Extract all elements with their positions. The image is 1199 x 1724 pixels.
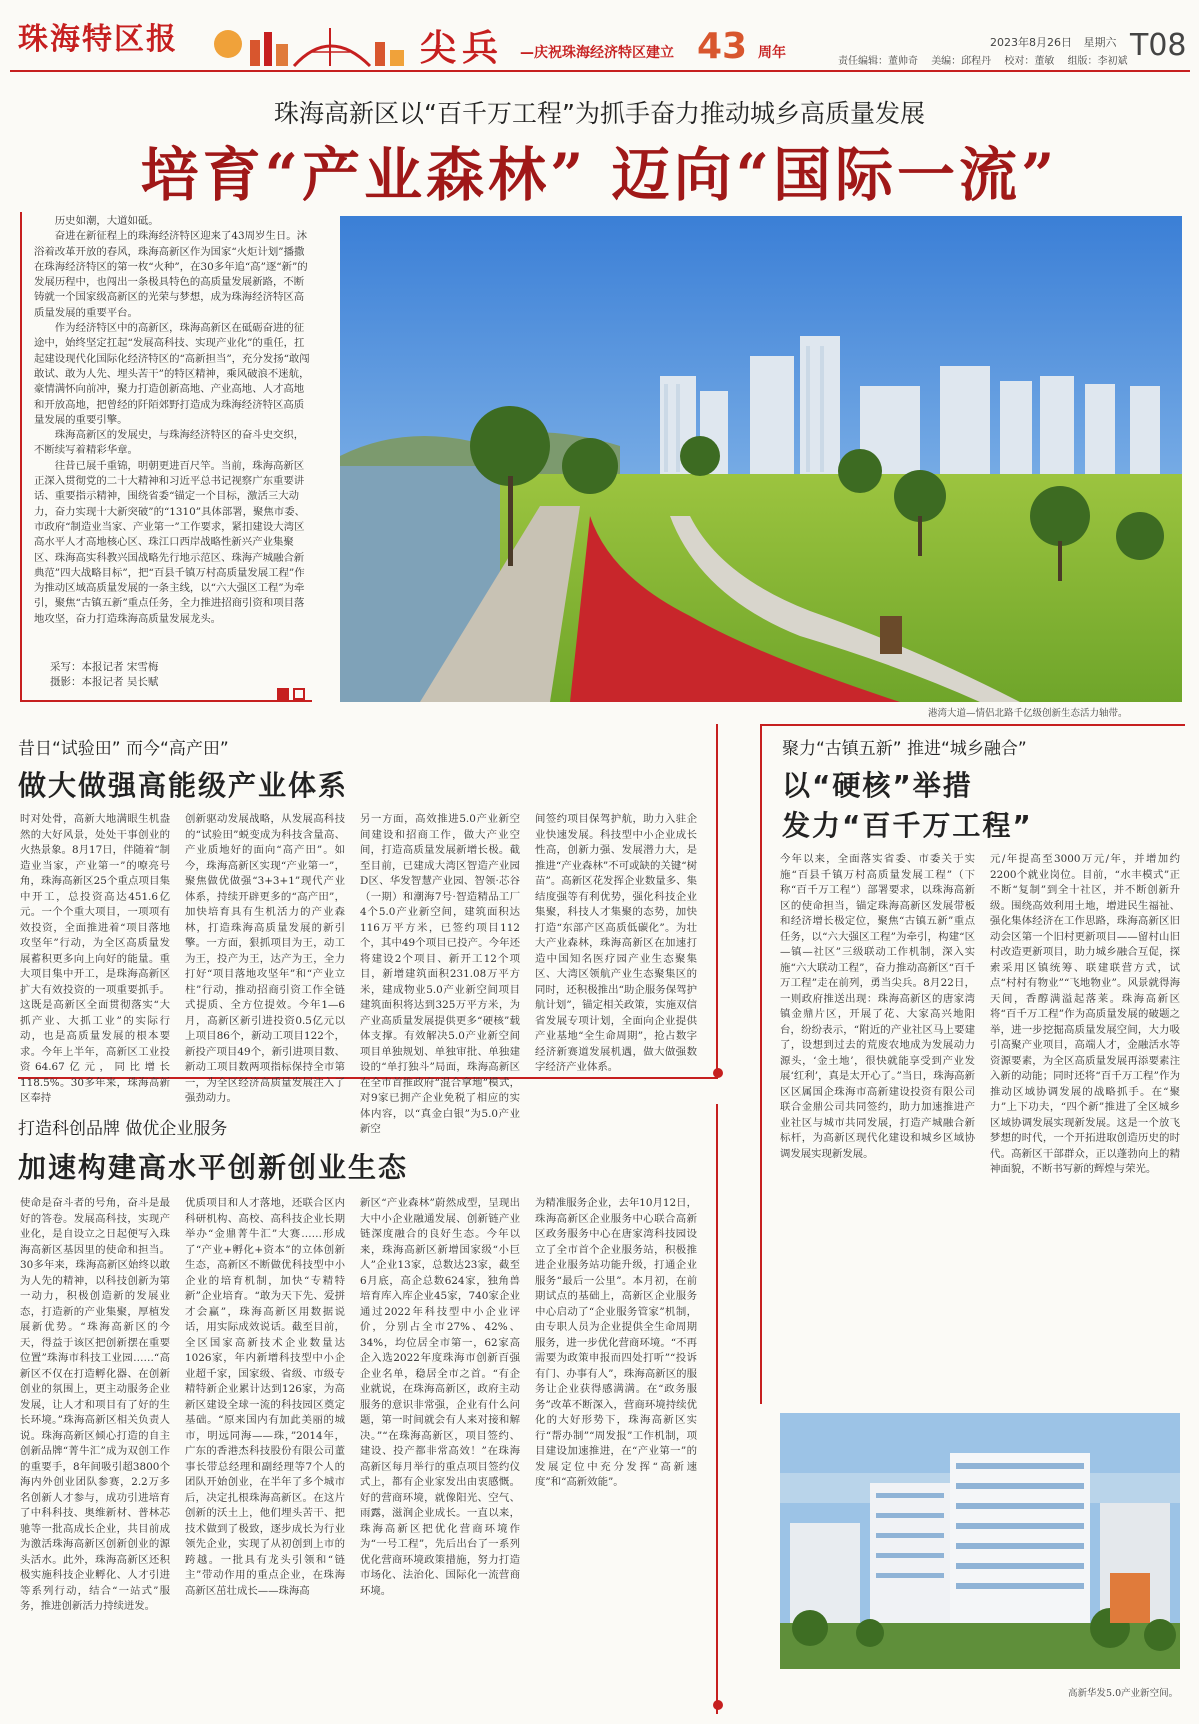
byline-writer: 采写：本报记者 宋雪梅: [50, 661, 159, 673]
section2-column: 新区“产业森林”蔚然成型，呈现出大中小企业融通发展、创新链产业链深度融合的良好生态。今年以来，珠海高新区新增国家级“小巨人”企业13家，总数达23家，截至6月底，高企总数624家，独角兽培育库入库企业45家，740家企业通过2022年科技型中小企业评价，分别占全市27%、42%、34%，均位居全市第一，62家高企入选2022年度珠海市创新百强企业名单，稳居全市之首。“有企业就说，在珠海高新区，政府主动服务的意识非常强，企业有什么问题，第一时间就会有人来对接和解决。”“在珠海高新区，项目签约、建设、投产都非常高效！”在珠海高新区每月举行的重点项目签约仪式上，都有企业家发出由衷感慨。好的营商环境，就像阳光、空气、雨露，滋润企业成长。一直以来，珠海高新区把优化营商环境作为“一号工程”，先后出台了一系列优化营商环境政策措施，努力打造市场化、法治化、国际化一流营商环境。: [360, 1197, 520, 1597]
city-skyline-icon: [210, 22, 410, 66]
park-boulevard-image: [340, 216, 1182, 702]
section-right-title-line2: 发力“百千万工程”: [782, 809, 1033, 842]
section2-column: 使命是奋斗者的号角，奋斗是最好的答卷。发展高科技，实现产业化，是自设立之日起便写入珠海高新区基因里的使命和担当。30多年来，珠海高新区始终以敢为人先的精神，以科技创新为第一动力，积极创造新的发展业态，打造新的产业集聚，厚植发展新优势。“珠海高新区的今天，得益于该区把创新摆在重要位置”珠海市科技工业园……“高新区不仅在打造孵化器、在创新创业的氛围上，更主动服务企业发展，让人才和项目有了好的生长环境。”珠海高新区相关负责人说。珠海高新区倾心打造的自主创新品牌“菁牛汇”成为双创工作的重要手，8年间吸引超3800个海内外创业团队参赛，2.2万多名创新人才参与，成功引进培育了中科科技、奥维新材、普林芯驰等一批高成长企业，共目前成为激活珠海高新区创新创业的源头活水。此外，珠海高新区还积极实施科技企业孵化、人才引进等系列行动，结合“一站式”服务，推进创新活力持续迸发。: [20, 1197, 170, 1612]
anniversary-unit: 周年: [758, 45, 786, 61]
newspaper-logo: 珠海特区报: [18, 22, 178, 57]
main-photo-caption: 港湾大道—情侣北路千亿级创新生态活力轴带。: [928, 708, 1128, 719]
anniversary-number: 43: [697, 26, 748, 67]
special-title: 尖兵: [420, 27, 505, 69]
byline-photo: 摄影：本报记者 吴长赋: [50, 676, 159, 688]
masthead: [0, 0, 1199, 72]
section2-kicker: 打造科创品牌 做优企业服务: [18, 1119, 228, 1139]
issue-date: [990, 34, 1117, 50]
section-end-dot: [713, 1068, 723, 1078]
credit-art: 美编：邱程丹: [931, 56, 992, 67]
intro-paragraph: 珠海高新区的发展史，与珠海经济特区的奋斗史交织，不断续写着精彩华章。: [34, 429, 305, 457]
section1-column: 创新驱动发展战略，从发展高科技的“试验田”蜕变成为科技含量高、产业质地好的面向“高产田”。如今，珠海高新区实现“产业第一”，聚焦做优做强“3+3+1”现代产业体系，持续开辟更多的“高产田”，加快培育具有生机活力的产业森林，打造珠海高质量发展的新引擎。一方面，狠抓项目为王，动工为王，投产为王，达产为王，全力打好“项目落地攻坚年”和“产业立柱”行动，推动招商引资工作全链式提质、全方位提效。今年1—6月，高新区新引进投资0.5亿元以上项目86个，新动工项目122个，新投产项目49个，新引进项目数、新动工项目数两项指标保持全市第一，为全区经济高质量发展注入了强劲动力。: [185, 813, 345, 1104]
headline-kicker: 珠海高新区以“百千万工程”为抓手奋力推动城乡高质量发展: [274, 99, 925, 128]
section2-column: 为精准服务企业，去年10月12日，珠海高新区企业服务中心联合高新区政务服务中心在唐家湾科技园设立了全市首个企业服务站，积极推进企业服务站功能升级，打通企业服务“最后一公里”。本月初，在前期试点的基础上，高新区企业服务中心启动了“企业服务管家”机制，由专职人员为企业提供全生命周期服务，进一步优化营商环境。“不再需要为政策申报而四处打听”“投诉有门、办事有人”，珠海高新区的服务让企业获得感满满。在“政务服务”改革不断深入，营商环境持续优化的大好形势下，珠海高新区实行“帮办制”“周发报”工作机制，项目建设加速推进，在“产业第一”的发展定位中充分发挥“高新速度”和“高新效能”。: [535, 1197, 697, 1488]
intro-text: [20, 212, 312, 642]
page-code: T08: [1130, 28, 1187, 63]
industrial-building-image: [780, 1413, 1180, 1669]
page-headline: 培育“产业森林” 迈向“国际一流”: [140, 141, 1059, 209]
section-end-dot: [713, 1700, 723, 1710]
date: 2023年8月26日: [990, 36, 1072, 49]
byline: [50, 660, 158, 690]
corner-ornament: [277, 688, 289, 700]
main-photo: [340, 216, 1182, 702]
intro-block: [20, 212, 312, 702]
section-right-column: 元/年提高至3000万元/年，并增加约2200个就业岗位。目前，“水丰模式”正不断“复制”到全十社区，并不断创新升级。围绕高效利用土地，增进民生福祉、强化集体经济在工作思路，珠海高新区旧动会区第一个旧村更新项目——留村山旧村改造更新项目，助力城乡融合互促，探索采用区镇统筹、联建联营方式，试点“村村有物业”“飞地物业”。风景就得海天间，香醇满溢起落莱。珠海高新区将“百千万工程”作为高质量发展的破题之举，进一步挖掘高质量发展空间，大力吸引高聚产业项目，高端人才，金融活水等资源要素，为全区高质量发展再添要素注入新的动能；同时还将“百千万工程”作为推动区域协调发展的战略抓手。在“聚力”上下功夫，“四个新”推进了全区城乡区域协调发展实现新发展。这是一个放飞梦想的时代，一个开拓进取创造历史的时代。高新区干部群众，正以蓬勃向上的精神面貌，不断书写新的辉煌与荣光。: [990, 853, 1180, 1175]
section1-column: 间签约项目保驾护航，助力入驻企业快速发展。科技型中小企业成长性高，创新力强、发展潜力大，是推进“产业森林”不可或缺的关键“树苗”。高新区花发挥企业数量多、集结度强等有利优势，强化科技企业集聚，科技人才集聚的态势，加快打造“东部产区高质低碳化”。为壮大产业森林，珠海高新区在加速打造中国知名医疗园产业生态聚集区、大湾区领航产业生态聚集区的同时，还积极推出“助企服务保驾护航计划”，锚定相关政策，实施双信省发展专项计划，全面向企业提供产业基地“全生命周期”，抢占数字经济新赛道发展机遇，做大做强数字经济产业体系。: [535, 813, 697, 1073]
industrial-park-photo: [780, 1413, 1180, 1669]
section1-kicker: 昔日“试验田” 而今“高产田”: [18, 739, 229, 759]
weekday: 星期六: [1083, 36, 1117, 49]
section1-column: 时对处骨，高新大地满眼生机盎然的大好风景，处处干事创业的火热景象。8月17日，伴随着“制造业当家，产业第一”的嘹亮号角，珠海高新区25个重点项目集中开工，总投资高达451.6亿元。一个个重大项目，一项项有效投资，全面推进着“项目落地攻坚年”行动，为全区高质量发展蓄积更多向上向好的能量。重大项目集中开工，是珠海高新区扩大有效投资的一项重要抓手。这既是高新区全面贯彻落实“大抓产业、大抓工业”的实际行动，也是高质量发展的根本要求。今年上半年，高新区工业投资64.67亿元，同比增长118.5%。30多年来，珠海高新区奉持: [20, 813, 170, 1104]
intro-paragraph: 往昔已展千重锦，明朝更进百尺竿。当前，珠海高新区正深入贯彻党的二十大精神和习近平总书记视察广东重要讲话、重要指示精神，围绕省委“锚定一个目标，激活三大动力，奋力实现十大新突破”的“1310”具体部署，聚焦市委、市政府“制造业当家、产业第一”工作要求，紧扣建设大湾区高水平人才高地核心区、珠江口西岸战略性新兴产业集聚区、珠海高实科教兴国战略先行地示范区、珠海产城融合新典范”四大战略目标”，把“百县千镇万村高质量发展工程”作为推动区域高质量发展的一条主线，以“六大强区工程”为牵引，聚焦“古镇五新”重点任务，全力推进招商引资和项目落地攻坚，奋力打造珠海高质量发展龙头。: [34, 459, 305, 625]
section1-column: 另一方面，高效推进5.0产业新空间建设和招商工作，做大产业空间，打造高质量发展新增长极。截至目前，已建成大湾区智造产业园D区、华发智慧产业园、智领·芯谷（一期）和潮海7号·智造精品工厂4个5.0产业新空间，建筑面积达116万平方米，已签约项目112个，其中49个项目已投产。今年还将建设2个项目、新开工12个项目，新增建筑面积231.08万平方米，建成物业5.0产业新空间项目建筑面积将达到325万平方米，为产业高质量发展提供更多“硬核”载体支撑。有效解决5.0产业新空间项目单独规划、单独审批、单独建设的“单打独斗”局面，珠海高新区在全市首推政府“混合拿地”模式，对9家已拥产企业免税了相应的实体内容，以“真金白银”为5.0产业新空: [360, 813, 520, 1135]
credit-layout: 组版：李初斌: [1067, 56, 1128, 67]
header-rule: [10, 70, 1190, 72]
section1-title: 做大做强高能级产业体系: [18, 769, 349, 802]
credit-proof: 校对：董敏: [1004, 56, 1055, 67]
small-photo-caption: 高新华发5.0产业新空间。: [1068, 1688, 1179, 1699]
section2-column: 优质项目和人才落地，还联合区内科研机构、高校、高科技企业长期举办“金鼎菁牛汇”大赛……形成了“产业+孵化+资本”的立体创新生态，高新区不断做优科技型中小企业的培育机制，加快“专精特新”企业培育。“敢为天下先、爱拼才会赢”，珠海高新区用数据说话，用实际成效说话。截至目前，全区国家高新技术企业数量达1026家，年内新增科技型中小企业超千家，国家级、省级、市级专精特新企业累计达到126家，为高新区建设全球一流的科技园区奠定基础。“原来国内有加此美丽的城市，明远同海——珠，”2014年，广东的香港杰科技股份有限公司董事长带总经理和副经理等7个人的团队开始创业，在半年了多个城市后，决定扎根珠海高新区。在这片创新的沃土上，他们埋头苦干、把技术做到了极致，逐步成长为行业领先企业，实现了从初创到上市的跨越。一批具有龙头引领和“链主”带动作用的重点企业，在珠海高新区茁壮成长——珠海高: [185, 1197, 345, 1597]
editor-credits: [838, 52, 1138, 67]
intro-paragraph: 作为经济特区中的高新区，珠海高新区在砥砺奋进的征途中，始终坚定扛起“发展高科技、实现产业化”的重任，扛起建设现代化国际化经济特区的“高新担当”，充分发扬“敢闯敢试、敢为人先、埋头苦干”的特区精神，乘风破浪不迷航，豪情满怀向前冲，聚力打造创新高地、产业高地、人才高地和开放高地，把曾经的阡陌郊野打造成为珠海经济特区高质量发展的重要引擎。: [34, 322, 310, 426]
section2-title: 加速构建高水平创新创业生态: [18, 1151, 409, 1184]
special-subtitle: —庆祝珠海经济特区建立: [520, 45, 674, 61]
section-right-title-line1: 以“硬核”举措: [782, 769, 973, 802]
intro-paragraph: 历史如潮，大道如砥。: [54, 215, 159, 227]
section-right-column: 今年以来，全面落实省委、市委关于实施“百县千镇万村高质量发展工程”（下称“百千万工程”）部署要求，以珠海高新区的使命担当，锚定珠海高新区发展带板和经济增长极定位，聚焦“古镇五新”重点任务，以“六大强区工程”为牵引，构建“区—镇—社区”三级联动工作机制，深入实施“六大联动工程”，奋力推动高新区“百千万工程”走在前列，勇当尖兵。8月22日，一则政府推送出现：珠海高新区的唐家湾镇金鼎片区，开展了花、大家高兴地阳台，纷纷表示，“附近的产业社区马上要建了，设想到过去的荒废农地成为发展动力源头，‘金土地’，很快就能享受到产业发展‘红利’，真是太开心了。”当日，珠海高新区区属国企珠海市高新建设投资有限公司联合金鼎公司共同签约，助力加速推进产业社区与城市共同发展，打造产城融合新标杆，为高新区现代化建设和城乡区域协调发展实现新发展。: [780, 853, 975, 1160]
section-right-kicker: 聚力“古镇五新” 推进“城乡融合”: [782, 739, 1027, 759]
credit-editor: 责任编辑：董帅奇: [838, 56, 918, 67]
intro-paragraph: 奋进在新征程上的珠海经济特区迎来了43周岁生日。沐浴着改革开放的春风，珠海高新区作为国家“火炬计划”播撒在珠海经济特区的第一枚“火种”，在30多年追“高”逐“新”的发展历程中，也闯出一条极具特色的高质量发展新路，不断铸就一个国家级高新区的光荣与梦想，成为珠海经济特区高质量发展的重要平台。: [34, 230, 308, 319]
corner-ornament: [293, 688, 305, 700]
